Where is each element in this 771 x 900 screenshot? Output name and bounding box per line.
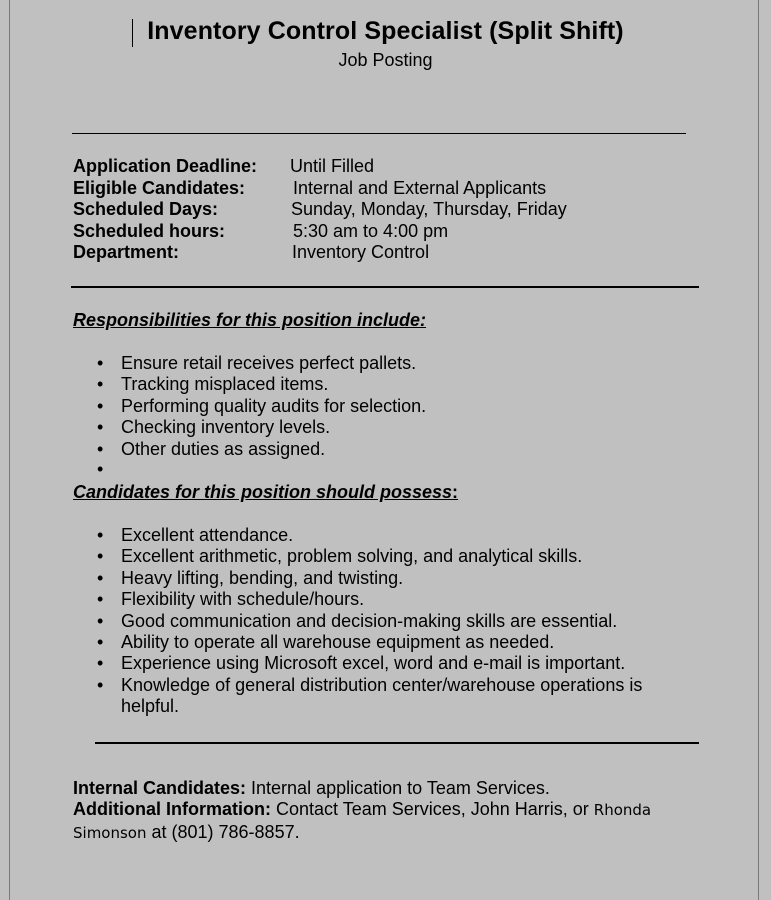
contact-name: Rhonda Simonson	[73, 801, 652, 842]
internal-candidates	[73, 778, 693, 800]
detail-value: Inventory Control	[292, 242, 430, 262]
job-title: Inventory Control Specialist (Split Shift)	[147, 17, 624, 45]
additional-text: Contact Team Services, John Harris, or	[270, 799, 594, 819]
job-posting-subtitle: Job Posting	[338, 50, 433, 70]
heading-colon: :	[452, 482, 459, 502]
list-item: • Tracking misplaced items.	[73, 374, 681, 395]
internal-label: Internal Candidates:	[73, 778, 247, 798]
list-item: • Experience using Microsoft excel, word and e-mail is important.	[73, 653, 681, 674]
list-item: • Flexibility with schedule/hours.	[73, 589, 681, 610]
detail-value: 5:30 am to 4:00 pm	[293, 220, 449, 241]
detail-label: Scheduled hours:	[73, 220, 226, 241]
list-item: • Ensure retail receives perfect pallets.	[73, 353, 681, 374]
responsibilities-heading: Responsibilities for this position include:	[73, 310, 427, 330]
detail-label: Application Deadline:	[73, 156, 258, 176]
detail-value: Sunday, Monday, Thursday, Friday	[291, 199, 567, 219]
additional-label: Additional Information:	[73, 799, 271, 819]
list-item: • Checking inventory levels.	[73, 417, 681, 438]
list-item: • Other duties as assigned.	[73, 439, 681, 460]
detail-label: Department:	[73, 242, 180, 262]
detail-label: Eligible Candidates:	[73, 177, 246, 198]
divider-middle	[71, 286, 699, 288]
additional-information	[73, 799, 693, 844]
list-item: • Performing quality audits for selection.	[73, 396, 681, 417]
internal-text: Internal application to Team Services.	[246, 778, 550, 798]
list-item: • Heavy lifting, bending, and twisting.	[73, 568, 681, 589]
list-item: • Excellent attendance.	[73, 525, 681, 546]
list-item: • Ability to operate all warehouse equipment as needed.	[73, 632, 681, 653]
empty-bullet: •	[97, 459, 104, 479]
detail-value: Until Filled	[290, 156, 375, 176]
divider-top	[72, 133, 686, 134]
list-item: • Knowledge of general distribution center/warehouse operations is helpful.	[73, 675, 681, 718]
detail-label: Scheduled Days:	[73, 199, 219, 219]
qualifications-heading-text: Candidates for this position should possess	[73, 482, 453, 502]
qualifications-list	[73, 525, 681, 718]
divider-bottom	[95, 742, 699, 744]
responsibilities-list	[73, 353, 681, 460]
phone-text: at (801) 786-8857.	[146, 821, 300, 842]
detail-value: Internal and External Applicants	[293, 177, 547, 198]
list-item: • Excellent arithmetic, problem solving, and analytical skills.	[73, 546, 681, 567]
qualifications-heading	[73, 482, 458, 503]
list-item: • Good communication and decision-making skills are essential.	[73, 611, 681, 632]
